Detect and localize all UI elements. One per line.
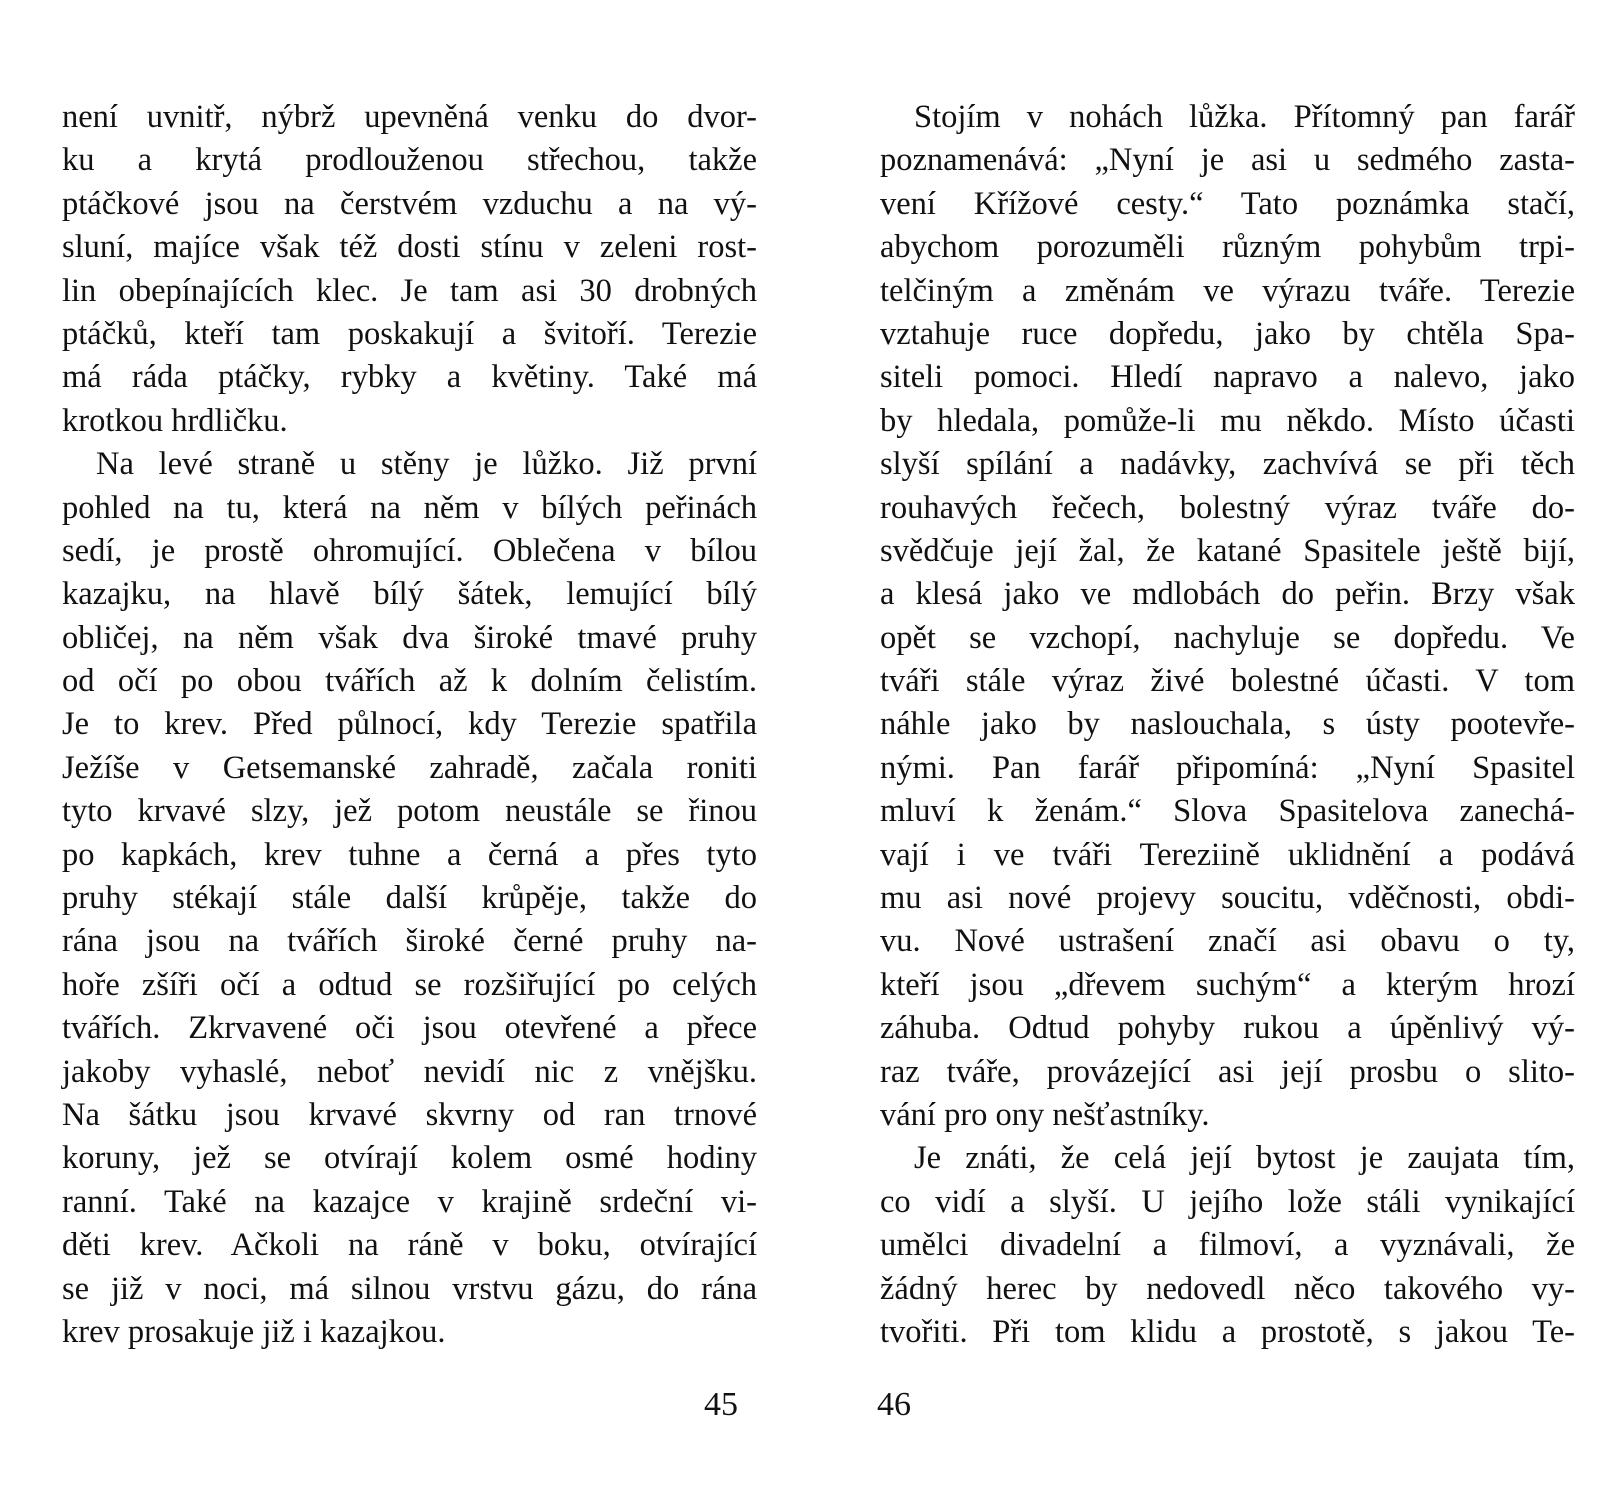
left-page-text [62, 96, 757, 1436]
text-line: od očí po obou tvářích až k dolním čelistím. [62, 663, 757, 700]
text-line: vu. Nové ustrašení značí asi obavu o ty, [880, 923, 1575, 960]
text-line: lin obepínajících klec. Je tam asi 30 drobných [62, 272, 757, 309]
text-line: sedí, je prostě ohromující. Oblečena v bílou [62, 532, 757, 569]
page-number-right: 46 [877, 1386, 911, 1423]
text-line: pruhy stékají stále další krůpěje, takže do [62, 880, 757, 917]
text-line: tyto krvavé slzy, jež potom neustále se řinou [62, 793, 757, 830]
text-line: by hledala, pomůže-li mu někdo. Místo účasti [880, 402, 1575, 439]
text-line: rána jsou na tvářích široké černé pruhy na- [62, 923, 757, 960]
text-line: tváři stále výraz živé bolestné účasti. V tom [880, 663, 1575, 700]
text-line: žádný herec by nedovedl něco takového vy- [880, 1270, 1575, 1307]
text-line: umělci divadelní a filmoví, a vyznávali, že [880, 1227, 1575, 1264]
text-line: Je to krev. Před půlnocí, kdy Terezie spatřila [62, 706, 757, 743]
text-line: mu asi nové projevy soucitu, vděčnosti, obdi- [880, 880, 1575, 917]
text-line: ranní. Také na kazajce v krajině srdeční vi- [62, 1183, 757, 1220]
text-line: telčiným a změnám ve výrazu tváře. Terezie [880, 272, 1575, 309]
text-line: poznamenává: „Nyní je asi u sedmého zasta- [880, 142, 1575, 179]
text-line: krotkou hrdličku. [62, 402, 288, 439]
text-line: má ráda ptáčky, rybky a květiny. Také má [62, 359, 757, 396]
text-line: děti krev. Ačkoli na ráně v boku, otvírající [62, 1227, 757, 1264]
text-line: siteli pomoci. Hledí napravo a nalevo, jako [880, 359, 1575, 396]
text-line: není uvnitř, nýbrž upevněná venku do dvor- [62, 99, 757, 135]
text-line: rouhavých řečech, bolestný výraz tváře do- [880, 489, 1575, 526]
text-line: ku a krytá prodlouženou střechou, takže [62, 142, 757, 179]
text-line: mluví k ženám.“ Slova Spasitelova zanechá- [880, 793, 1575, 830]
text-line: Na levé straně u stěny je lůžko. Již první [96, 446, 757, 483]
text-line: Je znáti, že celá její bytost je zaujata tím, [914, 1140, 1575, 1177]
text-line: tvářích. Zkrvavené oči jsou otevřené a přece [62, 1010, 757, 1047]
text-line: sluní, majíce však též dosti stínu v zeleni rost- [62, 229, 757, 266]
right-page-text [880, 96, 1575, 1436]
text-line: co vidí a slyší. U jejího lože stáli vynikající [880, 1183, 1575, 1220]
text-line: vení Křížové cesty.“ Tato poznámka stačí, [880, 185, 1575, 222]
text-line: koruny, jež se otvírají kolem osmé hodiny [62, 1140, 757, 1177]
text-line: krev prosakuje již i kazajkou. [62, 1313, 446, 1350]
text-line: se již v noci, má silnou vrstvu gázu, do rána [62, 1270, 757, 1307]
text-line: kteří jsou „dřevem suchým“ a kterým hrozí [880, 966, 1575, 1003]
text-line: a klesá jako ve mdlobách do peřin. Brzy však [880, 576, 1575, 613]
text-line: raz tváře, provázející asi její prosbu o slito- [880, 1053, 1575, 1090]
text-line: slyší spílání a nadávky, zachvívá se při těch [880, 446, 1575, 483]
text-line: vání pro ony nešťastníky. [880, 1096, 1210, 1133]
text-line: Stojím v nohách lůžka. Přítomný pan farář [914, 99, 1575, 135]
text-line: opět se vzchopí, nachyluje se dopředu. Ve [880, 619, 1575, 656]
text-line: nými. Pan farář připomíná: „Nyní Spasitel [880, 749, 1575, 786]
text-line: po kapkách, krev tuhne a černá a přes tyto [62, 836, 757, 873]
text-line: obličej, na něm však dva široké tmavé pruhy [62, 619, 757, 656]
text-line: jakoby vyhaslé, neboť nevidí nic z vnějšku. [62, 1053, 757, 1090]
text-line: vají i ve tváři Tereziině uklidnění a podává [880, 836, 1575, 873]
text-line: pohled na tu, která na něm v bílých peřinách [62, 489, 757, 526]
text-line: záhuba. Odtud pohyby rukou a úpěnlivý vý- [880, 1010, 1575, 1047]
text-line: hoře zšíři očí a odtud se rozšiřující po celých [62, 966, 757, 1003]
text-line: ptáčkové jsou na čerstvém vzduchu a na vý- [62, 185, 757, 222]
text-line: náhle jako by naslouchala, s ústy pootevře- [880, 706, 1575, 743]
page-number-left: 45 [704, 1386, 738, 1423]
text-line: kazajku, na hlavě bílý šátek, lemující bílý [62, 576, 757, 613]
text-line: Ježíše v Getsemanské zahradě, začala roniti [62, 749, 757, 786]
text-line: ptáčků, kteří tam poskakují a švitoří. Terezie [62, 315, 757, 352]
text-line: vztahuje ruce dopředu, jako by chtěla Spa- [880, 315, 1575, 352]
text-line: Na šátku jsou krvavé skvrny od ran trnové [62, 1096, 757, 1133]
text-line: abychom porozuměli různým pohybům trpi- [880, 229, 1575, 266]
text-line: svědčuje její žal, že katané Spasitele ještě bijí, [880, 532, 1575, 569]
text-line: tvořiti. Při tom klidu a prostotě, s jakou Te- [880, 1313, 1575, 1350]
